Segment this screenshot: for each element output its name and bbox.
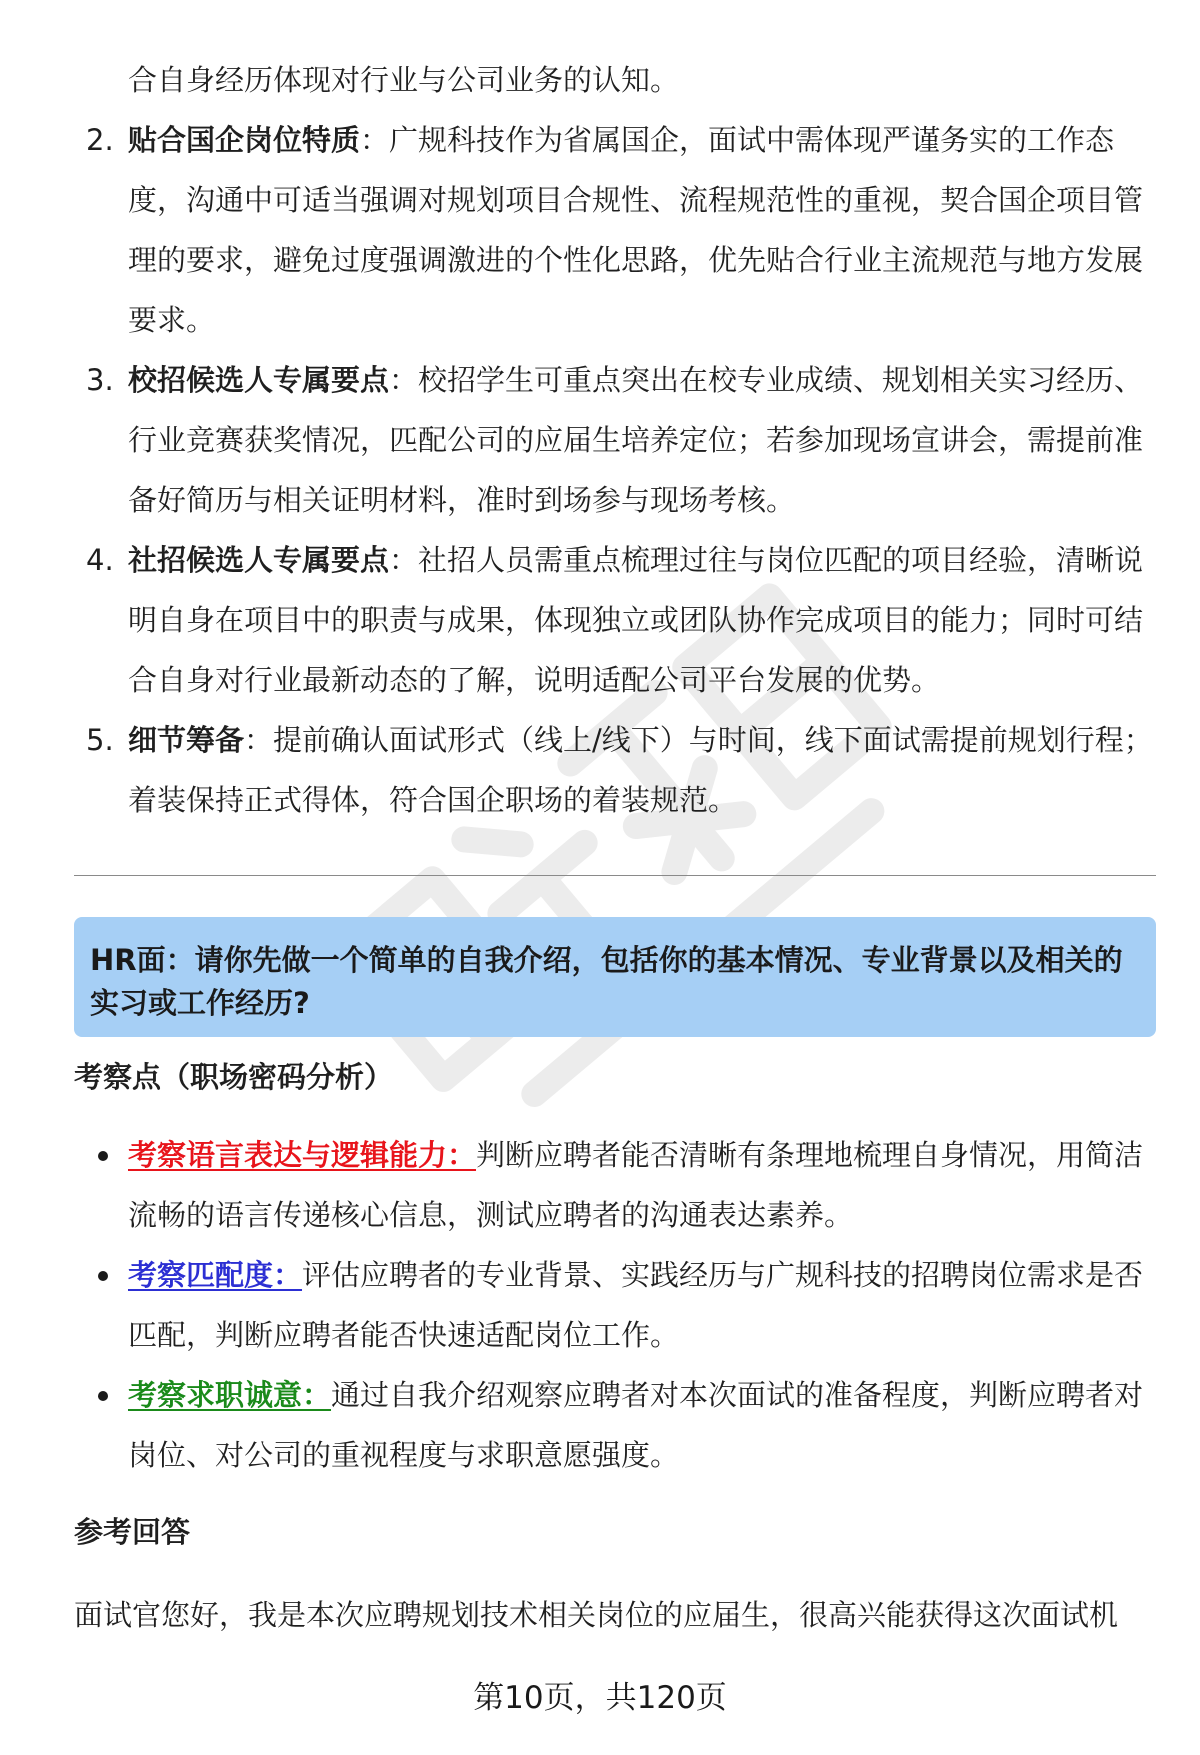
list-item xyxy=(0,1245,1158,1365)
bullet-icon xyxy=(98,1391,108,1401)
list-number: 2. xyxy=(86,123,114,157)
list-item xyxy=(0,1125,1158,1245)
bullet-icon xyxy=(98,1151,108,1161)
list-item-title: 社招候选人专属要点 xyxy=(128,543,390,577)
list-item-text: ：广规科技作为省属国企，面试中需体现严谨务实的工作态度，沟通中可适当强调对规划项目合规性、流程规范性的重视，契合国企项目管理的要求，避免过度强调激进的个性化思路，优先贴合行业主流规范与地方发展要求。 xyxy=(128,123,1144,337)
list-number: 5. xyxy=(86,723,114,757)
tips-list xyxy=(0,110,1200,830)
list-item xyxy=(0,710,1158,830)
assessment-list xyxy=(0,1125,1200,1485)
question-text: HR面：请你先做一个简单的自我介绍，包括你的基本情况、专业背景以及相关的实习或工作经历? xyxy=(90,943,1123,1020)
assessment-label: 考察求职诚意： xyxy=(128,1378,332,1412)
section-divider xyxy=(74,875,1156,876)
list-item-text: ：校招学生可重点突出在校专业成绩、规划相关实习经历、行业竞赛获奖情况，匹配公司的应届生培养定位；若参加现场宣讲会，需提前准备好简历与相关证明材料，准时到场参与现场考核。 xyxy=(128,363,1144,517)
list-item xyxy=(0,110,1158,350)
assessment-label: 考察语言表达与逻辑能力： xyxy=(128,1138,477,1172)
page-number: 第10页，共120页 xyxy=(473,1680,727,1716)
list-item-title: 贴合国企岗位特质 xyxy=(128,123,361,157)
assessment-text: 评估应聘者的专业背景、实践经历与广规科技的招聘岗位需求是否匹配，判断应聘者能否快速适配岗位工作。 xyxy=(128,1258,1144,1352)
list-number: 4. xyxy=(86,543,114,577)
assessment-text: 通过自我介绍观察应聘者对本次面试的准备程度，判断应聘者对岗位、对公司的重视程度与求职意愿强度。 xyxy=(128,1378,1144,1472)
list-item xyxy=(0,1365,1158,1485)
list-item xyxy=(0,350,1158,530)
list-item-text: ：提前确认面试形式（线上/线下）与时间，线下面试需提前规划行程；着装保持正式得体，符合国企职场的着装规范。 xyxy=(128,723,1153,817)
list-item-continuation: 合自身经历体现对行业与公司业务的认知。 xyxy=(128,63,680,97)
list-number: 3. xyxy=(86,363,114,397)
list-item-text: ：社招人员需重点梳理过往与岗位匹配的项目经验，清晰说明自身在项目中的职责与成果，体现独立或团队协作完成项目的能力；同时可结合自身对行业最新动态的了解，说明适配公司平台发展的优势。 xyxy=(128,543,1144,697)
answer-heading: 参考回答 xyxy=(74,1515,191,1549)
bullet-icon xyxy=(98,1271,108,1281)
list-item-title: 细节筹备 xyxy=(128,723,245,757)
list-item-title: 校招候选人专属要点 xyxy=(128,363,390,397)
assessment-text: 判断应聘者能否清晰有条理地梳理自身情况，用简洁流畅的语言传递核心信息，测试应聘者的沟通表达素养。 xyxy=(128,1138,1144,1232)
answer-paragraph: 面试官您好，我是本次应聘规划技术相关岗位的应届生，很高兴能获得这次面试机 xyxy=(74,1598,1119,1632)
assessment-label: 考察匹配度： xyxy=(128,1258,303,1292)
question-callout xyxy=(74,917,1156,1037)
list-item xyxy=(0,530,1158,710)
assessment-heading: 考察点（职场密码分析） xyxy=(74,1060,394,1094)
